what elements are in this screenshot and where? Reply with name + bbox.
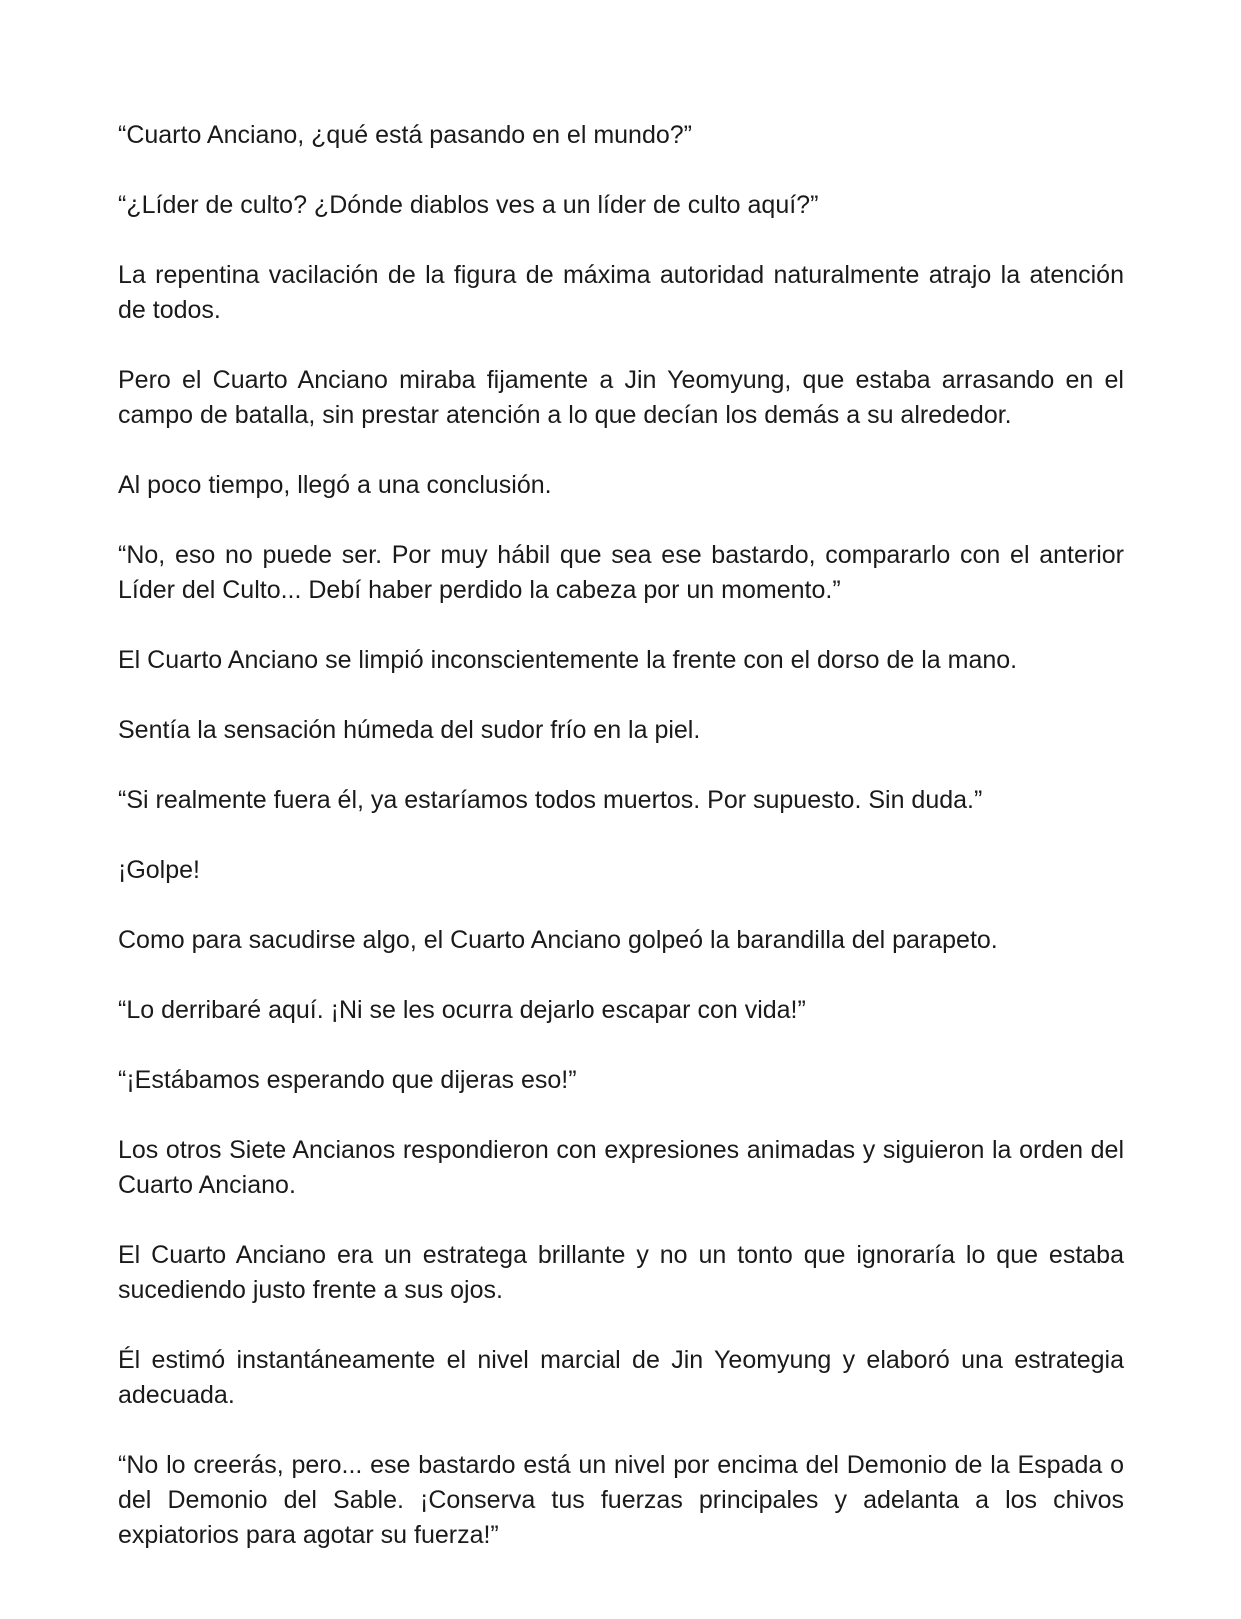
paragraph: La repentina vacilación de la figura de máxima autoridad naturalmente atrajo la atención de todos. (118, 261, 1124, 324)
paragraph: Como para sacudirse algo, el Cuarto Anciano golpeó la barandilla del parapeto. (118, 926, 998, 954)
paragraph: Pero el Cuarto Anciano miraba fijamente a Jin Yeomyung, que estaba arrasando en el campo de batalla, sin prestar atención a lo que decían los demás a su alrededor. (118, 366, 1124, 429)
paragraph: “¡Estábamos esperando que dijeras eso!” (118, 1066, 577, 1094)
paragraph: “Cuarto Anciano, ¿qué está pasando en el mundo?” (118, 121, 692, 149)
paragraph: ¡Golpe! (118, 856, 200, 884)
paragraph: Sentía la sensación húmeda del sudor frío en la piel. (118, 716, 701, 744)
paragraph: El Cuarto Anciano se limpió inconscientemente la frente con el dorso de la mano. (118, 646, 1018, 674)
paragraph: “No, eso no puede ser. Por muy hábil que sea ese bastardo, compararlo con el anterior Líder del Culto... Debí haber perdido la cabeza por un momento.” (118, 541, 1124, 604)
paragraph: “Si realmente fuera él, ya estaríamos todos muertos. Por supuesto. Sin duda.” (118, 786, 983, 814)
paragraph: Al poco tiempo, llegó a una conclusión. (118, 471, 552, 499)
paragraph: El Cuarto Anciano era un estratega brillante y no un tonto que ignoraría lo que estaba sucediendo justo frente a sus ojos. (118, 1241, 1124, 1304)
paragraph: “Lo derribaré aquí. ¡Ni se les ocurra dejarlo escapar con vida!” (118, 996, 806, 1024)
paragraph: “No lo creerás, pero... ese bastardo está un nivel por encima del Demonio de la Espada o del Demonio del Sable. ¡Conserva tus fuerzas principales y adelanta a los chivos expiatorios para agotar su fuerza!” (118, 1451, 1124, 1549)
paragraph: “¿Líder de culto? ¿Dónde diablos ves a un líder de culto aquí?” (118, 191, 819, 219)
document-body (118, 118, 1124, 1553)
paragraph: Él estimó instantáneamente el nivel marcial de Jin Yeomyung y elaboró una estrategia adecuada. (118, 1346, 1124, 1409)
paragraph: Los otros Siete Ancianos respondieron con expresiones animadas y siguieron la orden del Cuarto Anciano. (118, 1136, 1124, 1199)
